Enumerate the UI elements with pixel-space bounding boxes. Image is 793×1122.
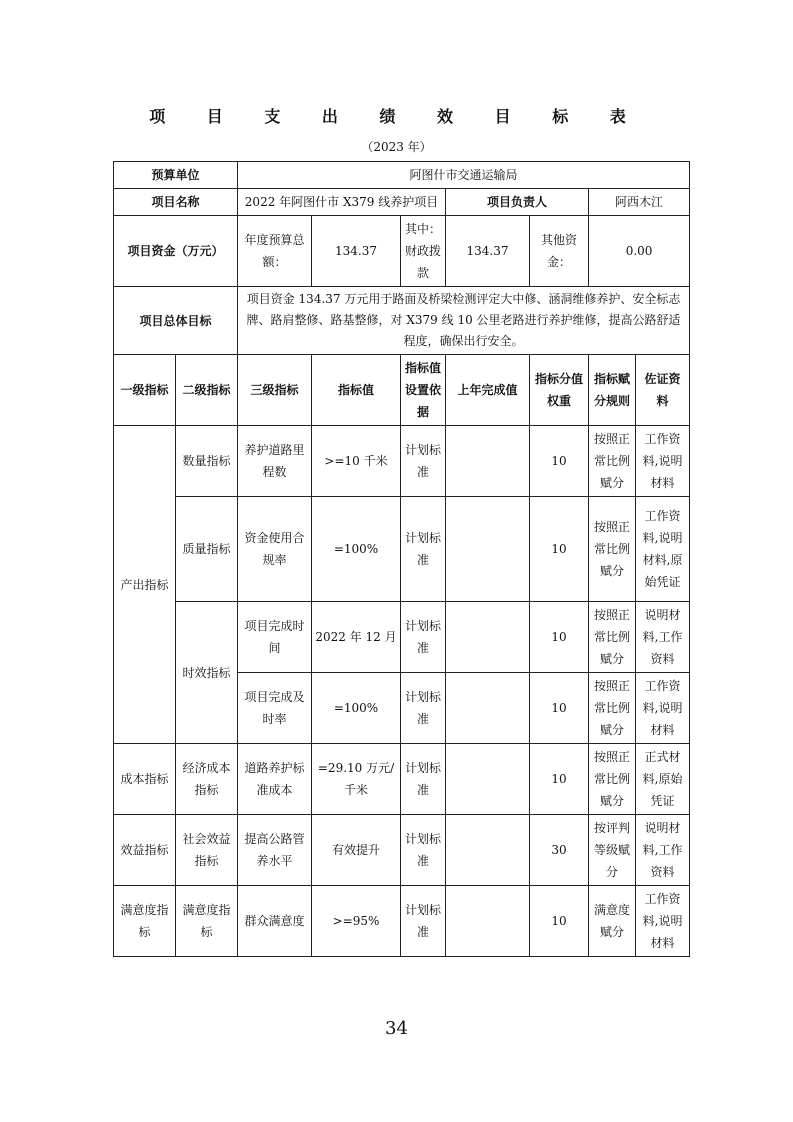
level2-indicator: 社会效益指标 [176, 815, 238, 886]
value-basis: 计划标准 [401, 426, 446, 497]
header-cell: 二级指标 [176, 355, 238, 426]
prev-year-value [446, 673, 530, 744]
table-row [114, 744, 690, 815]
value-basis: 计划标准 [401, 602, 446, 673]
scoring-rule: 按照正常比例赋分 [589, 426, 636, 497]
prev-year-value [446, 815, 530, 886]
performance-table [113, 161, 690, 957]
level3-indicator: 提高公路管养水平 [238, 815, 312, 886]
level3-indicator: 项目完成及时率 [238, 673, 312, 744]
scoring-rule: 按照正常比例赋分 [589, 497, 636, 602]
funds-label: 项目资金（万元） [114, 216, 238, 287]
level2-indicator: 经济成本指标 [176, 744, 238, 815]
header-cell: 指标赋分规则 [589, 355, 636, 426]
header-cell: 指标值设置依据 [401, 355, 446, 426]
page-number: 34 [385, 1018, 408, 1039]
other-funds-value: 0.00 [589, 216, 690, 287]
level1-indicator: 满意度指标 [114, 886, 176, 957]
evidence: 工作资料,说明材料 [636, 426, 690, 497]
table-row [114, 426, 690, 497]
overall-goal-text: 项目资金 134.37 万元用于路面及桥梁检测评定大中修、涵洞维修养护、安全标志牌、路肩整修、路基整修，对 X379 线 10 公里老路进行养护维修，提高公路舒适程度，确保出行安全。 [238, 287, 690, 355]
table-row [114, 886, 690, 957]
fiscal-value: 134.37 [446, 216, 530, 287]
indicator-value: =100% [312, 497, 401, 602]
project-name-row [114, 189, 690, 216]
prev-year-value [446, 426, 530, 497]
budget-unit-value: 阿图什市交通运输局 [238, 162, 690, 189]
prev-year-value [446, 744, 530, 815]
header-cell: 指标分值权重 [530, 355, 589, 426]
weight: 10 [530, 602, 589, 673]
indicator-value: 有效提升 [312, 815, 401, 886]
level1-indicator: 成本指标 [114, 744, 176, 815]
fiscal-label: 其中：财政拨款 [401, 216, 446, 287]
level3-indicator: 项目完成时间 [238, 602, 312, 673]
weight: 30 [530, 815, 589, 886]
table-row [114, 815, 690, 886]
level2-indicator: 时效指标 [176, 602, 238, 744]
indicator-value: >=10 千米 [312, 426, 401, 497]
level3-indicator: 群众满意度 [238, 886, 312, 957]
budget-unit-label: 预算单位 [114, 162, 238, 189]
evidence: 正式材料,原始凭证 [636, 744, 690, 815]
indicator-value: >=95% [312, 886, 401, 957]
scoring-rule: 满意度赋分 [589, 886, 636, 957]
indicator-value: =29.10 万元/千米 [312, 744, 401, 815]
level2-indicator: 数量指标 [176, 426, 238, 497]
value-basis: 计划标准 [401, 815, 446, 886]
indicator-value: 2022 年 12 月 [312, 602, 401, 673]
header-cell: 指标值 [312, 355, 401, 426]
evidence: 说明材料,工作资料 [636, 815, 690, 886]
project-name-label: 项目名称 [114, 189, 238, 216]
weight: 10 [530, 673, 589, 744]
page-title: 项 目 支 出 绩 效 目 标 表 [149, 107, 644, 126]
funds-row [114, 216, 690, 287]
evidence: 工作资料,说明材料,原始凭证 [636, 497, 690, 602]
scoring-rule: 按照正常比例赋分 [589, 602, 636, 673]
evidence: 说明材料,工作资料 [636, 602, 690, 673]
header-cell: 上年完成值 [446, 355, 530, 426]
evidence: 工作资料,说明材料 [636, 886, 690, 957]
overall-goal-row [114, 287, 690, 355]
level3-indicator: 道路养护标准成本 [238, 744, 312, 815]
scoring-rule: 按评判等级赋分 [589, 815, 636, 886]
level1-indicator: 产出指标 [114, 426, 176, 744]
evidence: 工作资料,说明材料 [636, 673, 690, 744]
budget-unit-row [114, 162, 690, 189]
level1-indicator: 效益指标 [114, 815, 176, 886]
level3-indicator: 养护道路里程数 [238, 426, 312, 497]
prev-year-value [446, 602, 530, 673]
level2-indicator: 质量指标 [176, 497, 238, 602]
weight: 10 [530, 497, 589, 602]
value-basis: 计划标准 [401, 673, 446, 744]
year-label: （2023 年） [361, 140, 432, 154]
scoring-rule: 按照正常比例赋分 [589, 744, 636, 815]
value-basis: 计划标准 [401, 886, 446, 957]
prev-year-value [446, 497, 530, 602]
header-cell: 佐证资料 [636, 355, 690, 426]
weight: 10 [530, 886, 589, 957]
project-lead-label: 项目负责人 [446, 189, 589, 216]
value-basis: 计划标准 [401, 497, 446, 602]
project-lead-value: 阿西木江 [589, 189, 690, 216]
level3-indicator: 资金使用合规率 [238, 497, 312, 602]
annual-budget-label: 年度预算总额： [238, 216, 312, 287]
value-basis: 计划标准 [401, 744, 446, 815]
header-cell: 三级指标 [238, 355, 312, 426]
header-cell: 一级指标 [114, 355, 176, 426]
table-row [114, 602, 690, 673]
annual-budget-value: 134.37 [312, 216, 401, 287]
level2-indicator: 满意度指标 [176, 886, 238, 957]
indicator-value: =100% [312, 673, 401, 744]
prev-year-value [446, 886, 530, 957]
header-row [114, 355, 690, 426]
scoring-rule: 按照正常比例赋分 [589, 673, 636, 744]
other-funds-label: 其他资金： [530, 216, 589, 287]
project-name-value: 2022 年阿图什市 X379 线养护项目 [238, 189, 446, 216]
table-row [114, 497, 690, 602]
overall-goal-label: 项目总体目标 [114, 287, 238, 355]
weight: 10 [530, 426, 589, 497]
weight: 10 [530, 744, 589, 815]
